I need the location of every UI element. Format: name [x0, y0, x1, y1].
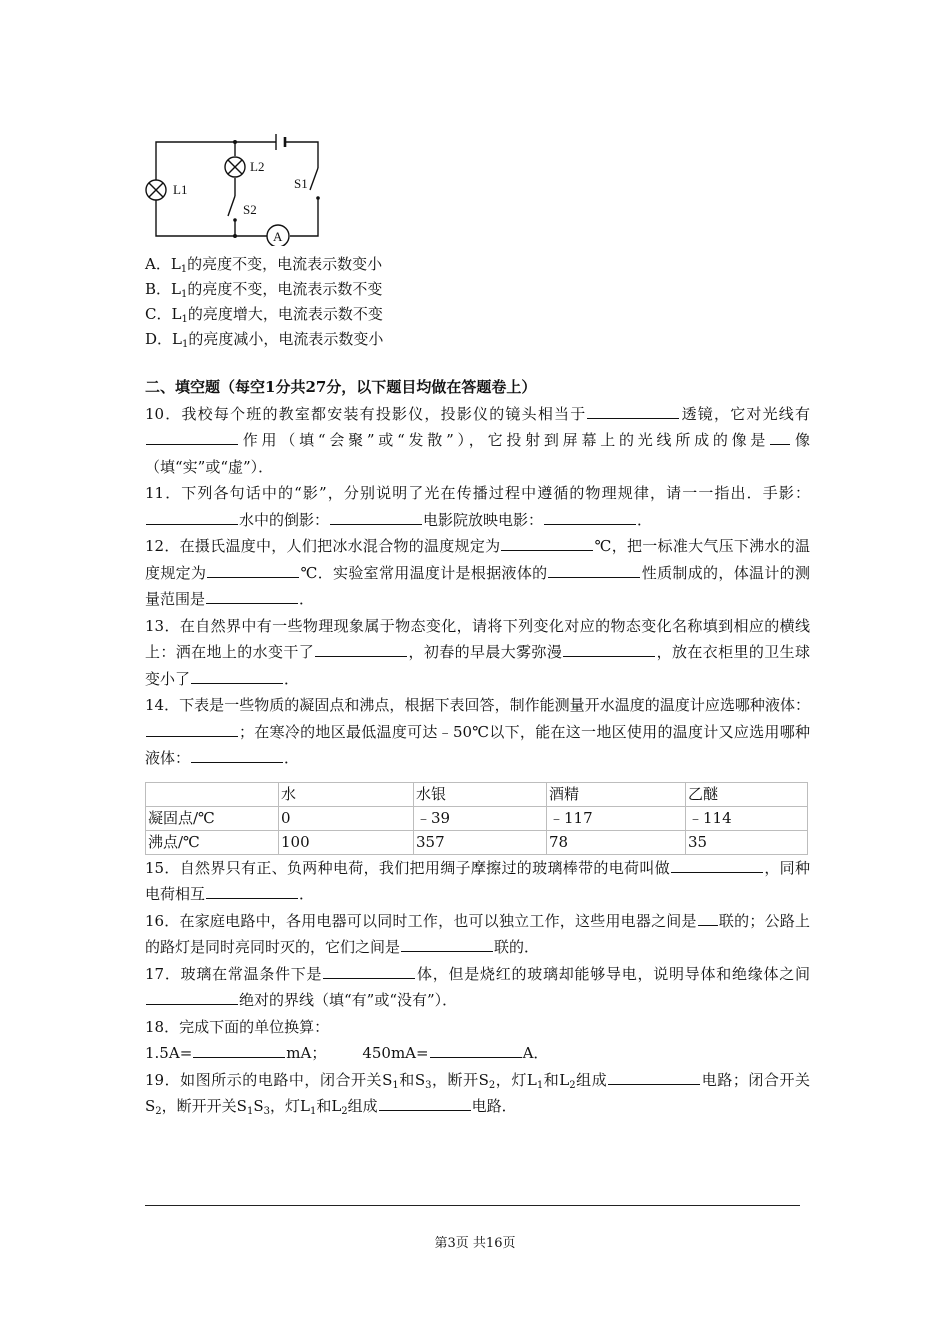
table-cell: 357: [414, 830, 547, 854]
label-s2: S2: [243, 202, 257, 217]
question-11: 11．下列各句话中的“影”，分别说明了光在传播过程中遵循的物理规律，请一一指出．手影：水中的倒影： 电影院放映电影： ．: [145, 484, 810, 529]
switch-s1: [310, 168, 318, 190]
table-row: [146, 830, 808, 854]
option-b[interactable]: B．$L_1$的亮度不变，电流表示数不变: [145, 280, 383, 300]
table-row: [146, 806, 808, 830]
answer-blank[interactable]: [146, 430, 238, 445]
answer-blank[interactable]: [193, 1043, 285, 1058]
table-cell: 乙醚: [686, 782, 808, 806]
data-table: [145, 782, 808, 855]
answer-blank[interactable]: [206, 589, 298, 604]
table-cell: 水: [279, 782, 414, 806]
question-17: 17．玻璃在常温条件下是 体，但是烧红的玻璃却能够导电，说明导体和绝缘体之间绝对的界线（填“有”或“没有”）．: [145, 964, 810, 1009]
label-l1: L1: [173, 182, 188, 197]
page-number: 第3页 共16页: [434, 1236, 516, 1251]
table-cell: 沸点/℃: [146, 830, 279, 854]
answer-blank[interactable]: [501, 536, 593, 551]
answer-blank[interactable]: [671, 858, 763, 873]
label-l2: L2: [250, 159, 265, 174]
fill-in-section: [145, 374, 810, 1120]
table-cell: 100: [279, 830, 414, 854]
answer-blank[interactable]: [698, 911, 718, 926]
answer-blank[interactable]: [430, 1043, 522, 1058]
table-header-row: [146, 782, 808, 806]
question-15: 15．自然界只有正、负两种电荷，我们把用绸子摩擦过的玻璃棒带的电荷叫做 ，同种电荷相互 ．: [145, 858, 810, 903]
table-cell: ﹣114: [686, 806, 808, 830]
section-title: 二、填空题（每空1分共27分，以下题目均做在答题卷上）: [145, 378, 537, 396]
answer-blank[interactable]: [544, 510, 636, 525]
question-18: 18．完成下面的单位换算：: [145, 1017, 330, 1036]
table-cell: 水银: [414, 782, 547, 806]
table-cell: 78: [547, 830, 686, 854]
table-cell: 0: [279, 806, 414, 830]
option-d[interactable]: D．$L_1$的亮度减小，电流表示数变小: [145, 330, 384, 350]
circuit-junction-bottom: [233, 234, 237, 238]
answer-blank[interactable]: [146, 722, 238, 737]
answer-blank[interactable]: [207, 563, 299, 578]
circuit-junction-top: [233, 140, 237, 144]
answer-blank[interactable]: [146, 990, 238, 1005]
answer-blank[interactable]: [146, 510, 238, 525]
answer-blank[interactable]: [323, 964, 415, 979]
answer-blank[interactable]: [330, 510, 422, 525]
answer-blank[interactable]: [401, 937, 493, 952]
table-cell: ﹣39: [414, 806, 547, 830]
footer-divider: [145, 1205, 800, 1206]
circuit-wire-top-right: [285, 142, 318, 168]
table-cell: 酒精: [547, 782, 686, 806]
table-cell: 35: [686, 830, 808, 854]
table-cell: ﹣117: [547, 806, 686, 830]
table-cell: [146, 782, 279, 806]
option-c[interactable]: C．$L_1$的亮度增大，电流表示数不变: [145, 305, 383, 325]
question-14: 14．下表是一些物质的凝固点和沸点，根据下表回答，制作能测量开水温度的温度计应选哪种液体：；在寒冷的地区最低温度可达﹣50℃以下，能在这一地区使用的温度计又应选用哪种液体： ．: [145, 696, 810, 767]
circuit-wire-right: [290, 198, 318, 236]
label-s1: S1: [294, 176, 308, 191]
answer-blank[interactable]: [206, 884, 298, 899]
answer-blank[interactable]: [770, 430, 790, 445]
answer-blank[interactable]: [191, 669, 283, 684]
answer-blank[interactable]: [587, 404, 679, 419]
answer-blank[interactable]: [379, 1096, 471, 1111]
switch-s2: [228, 196, 235, 216]
answer-blank[interactable]: [191, 748, 283, 763]
question-16: 16．在家庭电路中，各用电器可以同时工作，也可以独立工作，这些用电器之间是 联的；公路上的路灯是同时亮同时灭的，它们之间是 联的．: [145, 911, 810, 956]
answer-options: [145, 252, 845, 352]
question-19: 19．如图所示的电路中，闭合开关$S_1$和$S_3$，断开$S_2$，灯$L_1$和$L_2$组成 电路；闭合开关$S_2$，断开开关$S_1S_3$，灯$L_1$和$L_2$组成 电路．: [145, 1070, 810, 1117]
answer-blank[interactable]: [608, 1070, 700, 1085]
label-ammeter: A: [273, 229, 283, 244]
option-a[interactable]: A．$L_1$的亮度不变，电流表示数变小: [145, 255, 383, 275]
table-cell: 凝固点/℃: [146, 806, 279, 830]
question-10: 10．我校每个班的教室都安装有投影仪，投影仪的镜头相当于 透镜，它对光线有作用（填“会聚”或“发散”），它投射到屏幕上的光线所成的像是 像（填“实”或“虚”）．: [145, 404, 810, 476]
circuit-diagram: [140, 128, 330, 246]
answer-blank[interactable]: [315, 642, 407, 657]
answer-blank[interactable]: [563, 642, 655, 657]
question-18-conversions: 1.5A= mA； 450mA= A．: [145, 1044, 549, 1062]
question-12: 12．在摄氏温度中，人们把冰水混合物的温度规定为 ℃，把一标准大气压下沸水的温度规定为 ℃．实验室常用温度计是根据液体的 性质制成的，体温计的测量范围是 ．: [145, 537, 811, 608]
question-13: 13．在自然界中有一些物理现象属于物态变化，请将下列变化对应的物态变化名称填到相应的横线上：洒在地上的水变干了 ，初春的早晨大雾弥漫 ，放在衣柜里的卫生球变小了 ．: [145, 616, 810, 688]
answer-blank[interactable]: [548, 563, 640, 578]
